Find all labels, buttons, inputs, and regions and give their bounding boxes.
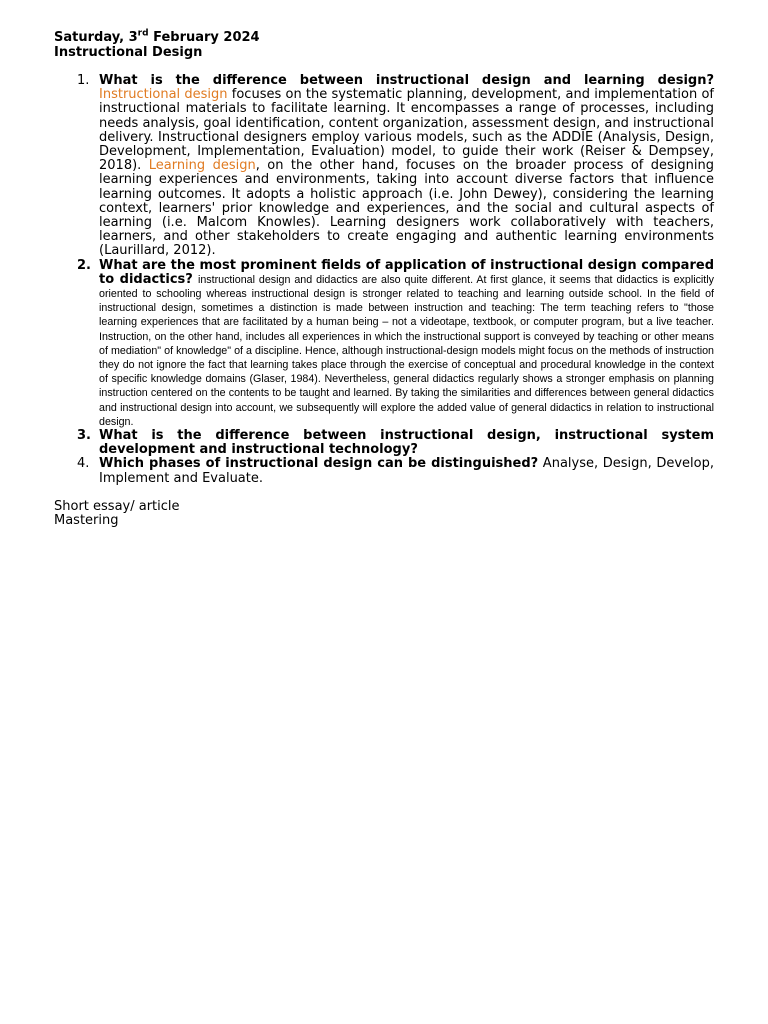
- highlight-instructional-design: Instructional design: [99, 87, 228, 103]
- document-footer-notes: [54, 500, 714, 528]
- question-item-4: [99, 457, 714, 485]
- question-3-text: What is the difference between instructional design, instructional system development and instructional technology?: [99, 428, 714, 458]
- answer-2-text: instructional design and didactics are also quite different. At first glance, it seems that didactics is explicitly oriented to schooling whereas instructional design is stronger related to teaching and learning outside school. In the field of instructional design, sometimes a distinction is made between instruction and teaching: The term teaching refers to "those learning experiences that are facilitated by a human being – not a videotape, textbook, or computer program, but a live teacher. Instruction, on the other hand, includes all experiences in which the instructional support is conveyed by teaching or other means of mediation" of knowledge" of a discipline. Hence, although instructional-design models might focus on the methods of instruction they do not ignore the fact that learning takes place through the exercise of conceptual and procedural knowledge in the context of specific knowledge domains (Glaser, 1984). Nevertheless, general didactics regularly shows a stronger emphasis on planning instruction centered on the contents to be taught and learned. By taking the similarities and differences between general didactics and instructional design into account, we subsequently will explore the added value of general didactics in relation to instructional design.: [99, 273, 714, 428]
- answer-1-part-1: focuses on the systematic planning, development, and implementation of instructional materials to facilitate learning. It encompasses a range of processes, including needs analysis, goal identification, content organization, assessment design, and instructional delivery. Instructional designers employ various models, such as the ADDIE (Analysis, Design, Development, Implementation, Evaluation) model, to guide their work (Reiser & Dempsey, 2018).: [99, 87, 714, 174]
- document-page: [54, 30, 714, 528]
- question-item-3: [99, 429, 714, 457]
- date-ordinal-suffix: rd: [137, 28, 149, 39]
- highlight-learning-design: Learning design: [148, 158, 256, 174]
- footer-line-1: Short essay/ article: [54, 498, 180, 514]
- question-2-text: What are the most prominent fields of application of instructional design compared to didactics?: [99, 257, 714, 287]
- question-1-text: What is the difference between instructional design and learning design?: [99, 73, 714, 88]
- date-prefix: Saturday, 3: [54, 30, 138, 45]
- question-4-text: Which phases of instructional design can be distinguished?: [99, 456, 539, 472]
- answer-4-text: Analyse, Design, Develop, Implement and Evaluate.: [99, 456, 715, 486]
- question-list: [54, 74, 714, 486]
- date-rest: February 2024: [148, 30, 260, 45]
- document-title: Instructional Design: [54, 45, 203, 60]
- document-date: [54, 30, 714, 45]
- question-item-2: [99, 259, 714, 429]
- footer-line-2: Mastering: [54, 512, 119, 528]
- answer-1-part-2: , on the other hand, focuses on the broader process of designing learning experiences and environments, taking into account diverse factors that influence learning outcomes. It adopts a holistic approach (i.e. John Dewey), considering the learning context, learners' prior knowledge and experiences, and the social and cultural aspects of learning (i.e. Malcom Knowles). Learning designers work collaboratively with teachers, learners, and other stakeholders to create engaging and authentic learning environments (Laurillard, 2012).: [99, 158, 715, 259]
- question-item-1: [99, 74, 714, 259]
